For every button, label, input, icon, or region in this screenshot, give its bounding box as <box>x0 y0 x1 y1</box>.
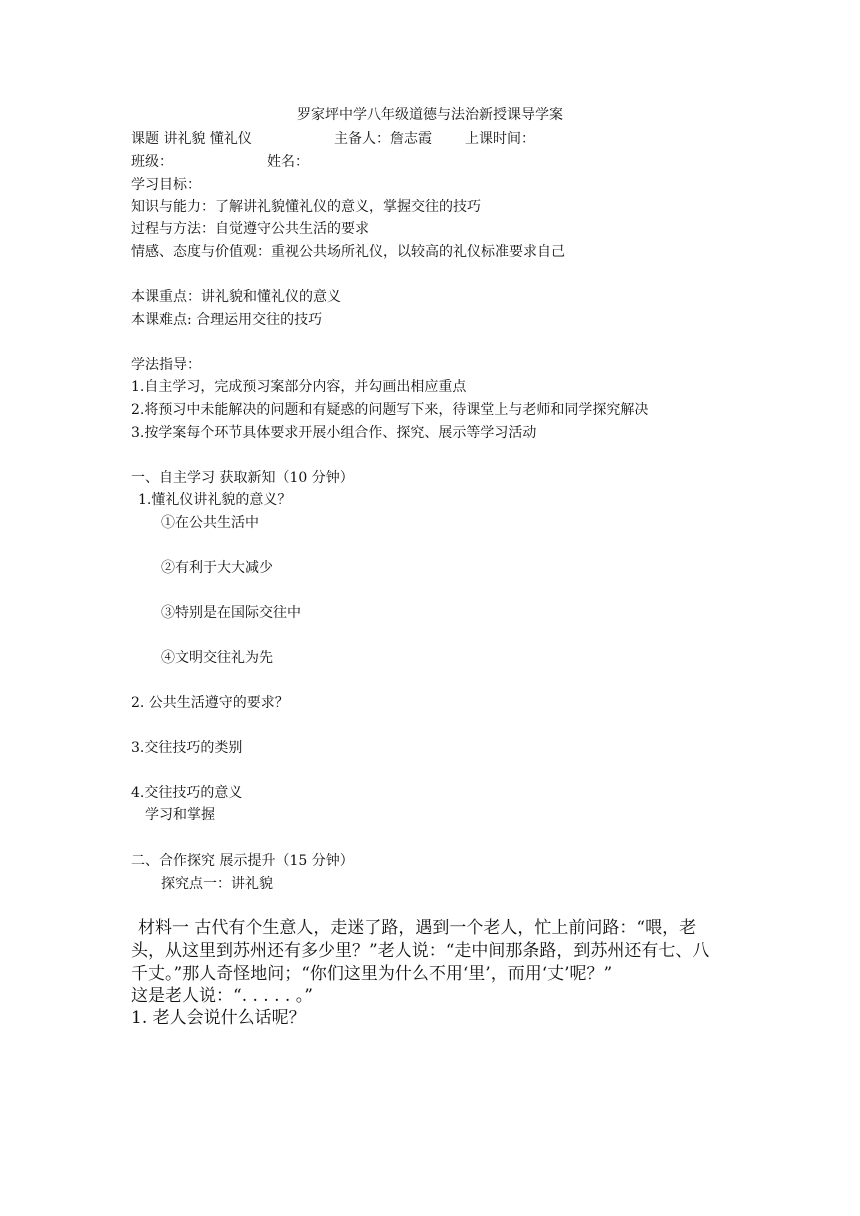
objective-emotion: 情感、态度与价值观：重视公共场所礼仪，以较高的礼仪标准要求自己 <box>131 244 565 260</box>
material-line: 千丈。”那人奇怪地问；“你们这里为什么不用‘里’，而用‘丈’呢？” <box>131 964 613 984</box>
guidance-heading: 学法指导： <box>131 357 201 373</box>
question-4-sub: 学习和掌握 <box>145 807 215 823</box>
question-1: 1.懂礼仪讲礼貌的意义？ <box>138 492 292 508</box>
lesson-difficulty: 本课难点: 合理运用交往的技巧 <box>131 312 323 328</box>
material-line: 材料一 古代有个生意人，走迷了路，遇到一个老人，忙上前问路：“喂，老 <box>138 918 697 938</box>
material-line: 这是老人说：“. . . . . 。” <box>131 986 313 1006</box>
lesson-topic: 课题 讲礼貌 懂礼仪 <box>131 131 252 147</box>
question-3: 3.交往技巧的类别 <box>131 740 243 756</box>
material-line: 头，从这里到苏州还有多少里？”老人说：“走中间那条路，到苏州还有七、八 <box>131 941 710 961</box>
question-1-item: ④文明交往礼为先 <box>161 650 273 666</box>
student-name-label: 姓名： <box>267 154 309 170</box>
lesson-preparer: 主备人：詹志霞 <box>334 131 432 147</box>
material-question-1: 1. 老人会说什么话呢？ <box>131 1008 306 1028</box>
question-2: 2. 公共生活遵守的要求？ <box>131 695 289 711</box>
question-4: 4.交往技巧的意义 <box>131 785 243 801</box>
objectives-heading: 学习目标： <box>131 177 201 193</box>
section1-heading: 一、自主学习 获取新知（10 分钟） <box>131 470 354 486</box>
objective-process: 过程与方法：自觉遵守公共生活的要求 <box>131 221 369 237</box>
lesson-focus: 本课重点：讲礼貌和懂礼仪的意义 <box>131 289 341 305</box>
objective-knowledge: 知识与能力：了解讲礼貌懂礼仪的意义，掌握交往的技巧 <box>131 199 481 215</box>
document-title: 罗家坪中学八年级道德与法治新授课导学案 <box>297 107 563 123</box>
class-label: 班级： <box>131 154 173 170</box>
question-1-item: ①在公共生活中 <box>161 515 259 531</box>
exploration-point-1: 探究点一：讲礼貌 <box>161 876 273 892</box>
section2-heading: 二、合作探究 展示提升（15 分钟） <box>131 853 354 869</box>
guidance-item: 1.自主学习，完成预习案部分内容，并勾画出相应重点 <box>131 379 467 395</box>
question-1-item: ③特别是在国际交往中 <box>161 605 301 621</box>
guidance-item: 2.将预习中未能解决的问题和有疑惑的问题写下来，待课堂上与老师和同学探究解决 <box>131 402 649 418</box>
guidance-item: 3.按学案每个环节具体要求开展小组合作、探究、展示等学习活动 <box>131 425 537 441</box>
question-1-item: ②有利于大大减少 <box>161 560 273 576</box>
class-time-label: 上课时间： <box>465 131 535 147</box>
